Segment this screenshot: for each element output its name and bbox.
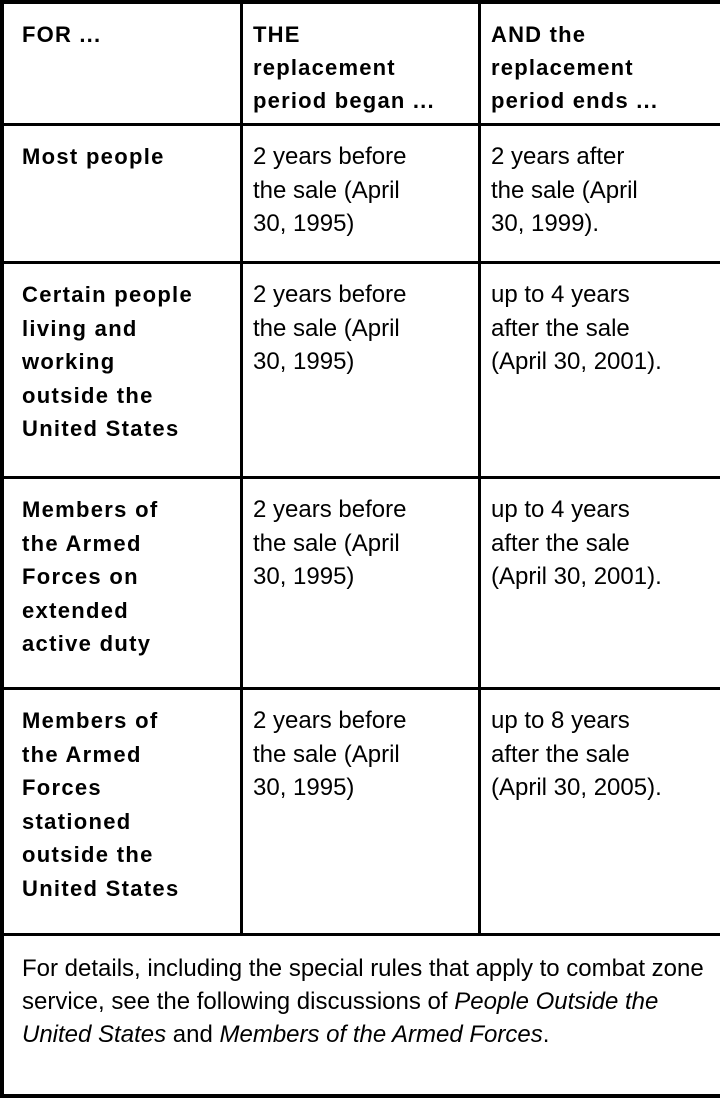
row-period-ends: up to 4 years after the sale (April 30, 2001). bbox=[491, 281, 662, 375]
row-period-began: 2 years before the sale (April 30, 1995) bbox=[243, 690, 481, 933]
header-period-ends: AND the replacement period ends ... bbox=[491, 22, 659, 113]
row-who: Members of the Armed Forces stationed outside the United States bbox=[4, 690, 243, 933]
table-row bbox=[4, 479, 720, 690]
row-who: Members of the Armed Forces on extended active duty bbox=[4, 479, 243, 687]
row-who: Certain people living and working outside the United States bbox=[4, 264, 243, 476]
table-header-row bbox=[4, 4, 720, 126]
note-ref-people-outside-us: People Outside the United States bbox=[22, 988, 659, 1048]
row-period-ends: 2 years after the sale (April 30, 1999). bbox=[491, 143, 638, 237]
row-period-began: 2 years before the sale (April 30, 1995) bbox=[243, 126, 481, 261]
note-text-2: and bbox=[166, 1021, 220, 1048]
table-row bbox=[4, 126, 720, 264]
header-for: FOR ... bbox=[4, 4, 243, 123]
note-ref-armed-forces: Members of the Armed Forces bbox=[219, 1021, 543, 1048]
row-period-ends: up to 8 years after the sale (April 30, 2005). bbox=[491, 707, 662, 801]
row-who: Most people bbox=[4, 126, 243, 261]
table-row bbox=[4, 264, 720, 479]
header-period-began: THE replacement period began ... bbox=[243, 4, 481, 123]
note-text-3: . bbox=[542, 1021, 550, 1048]
note-text-1: For details, including the special rules that apply to combat zone service, see the following discussions of bbox=[22, 955, 704, 1015]
row-period-ends: up to 4 years after the sale (April 30, 2001). bbox=[491, 496, 662, 590]
row-period-began: 2 years before the sale (April 30, 1995) bbox=[243, 264, 481, 476]
row-period-began: 2 years before the sale (April 30, 1995) bbox=[243, 479, 481, 687]
table-row bbox=[4, 690, 720, 936]
details-note bbox=[4, 936, 720, 1094]
